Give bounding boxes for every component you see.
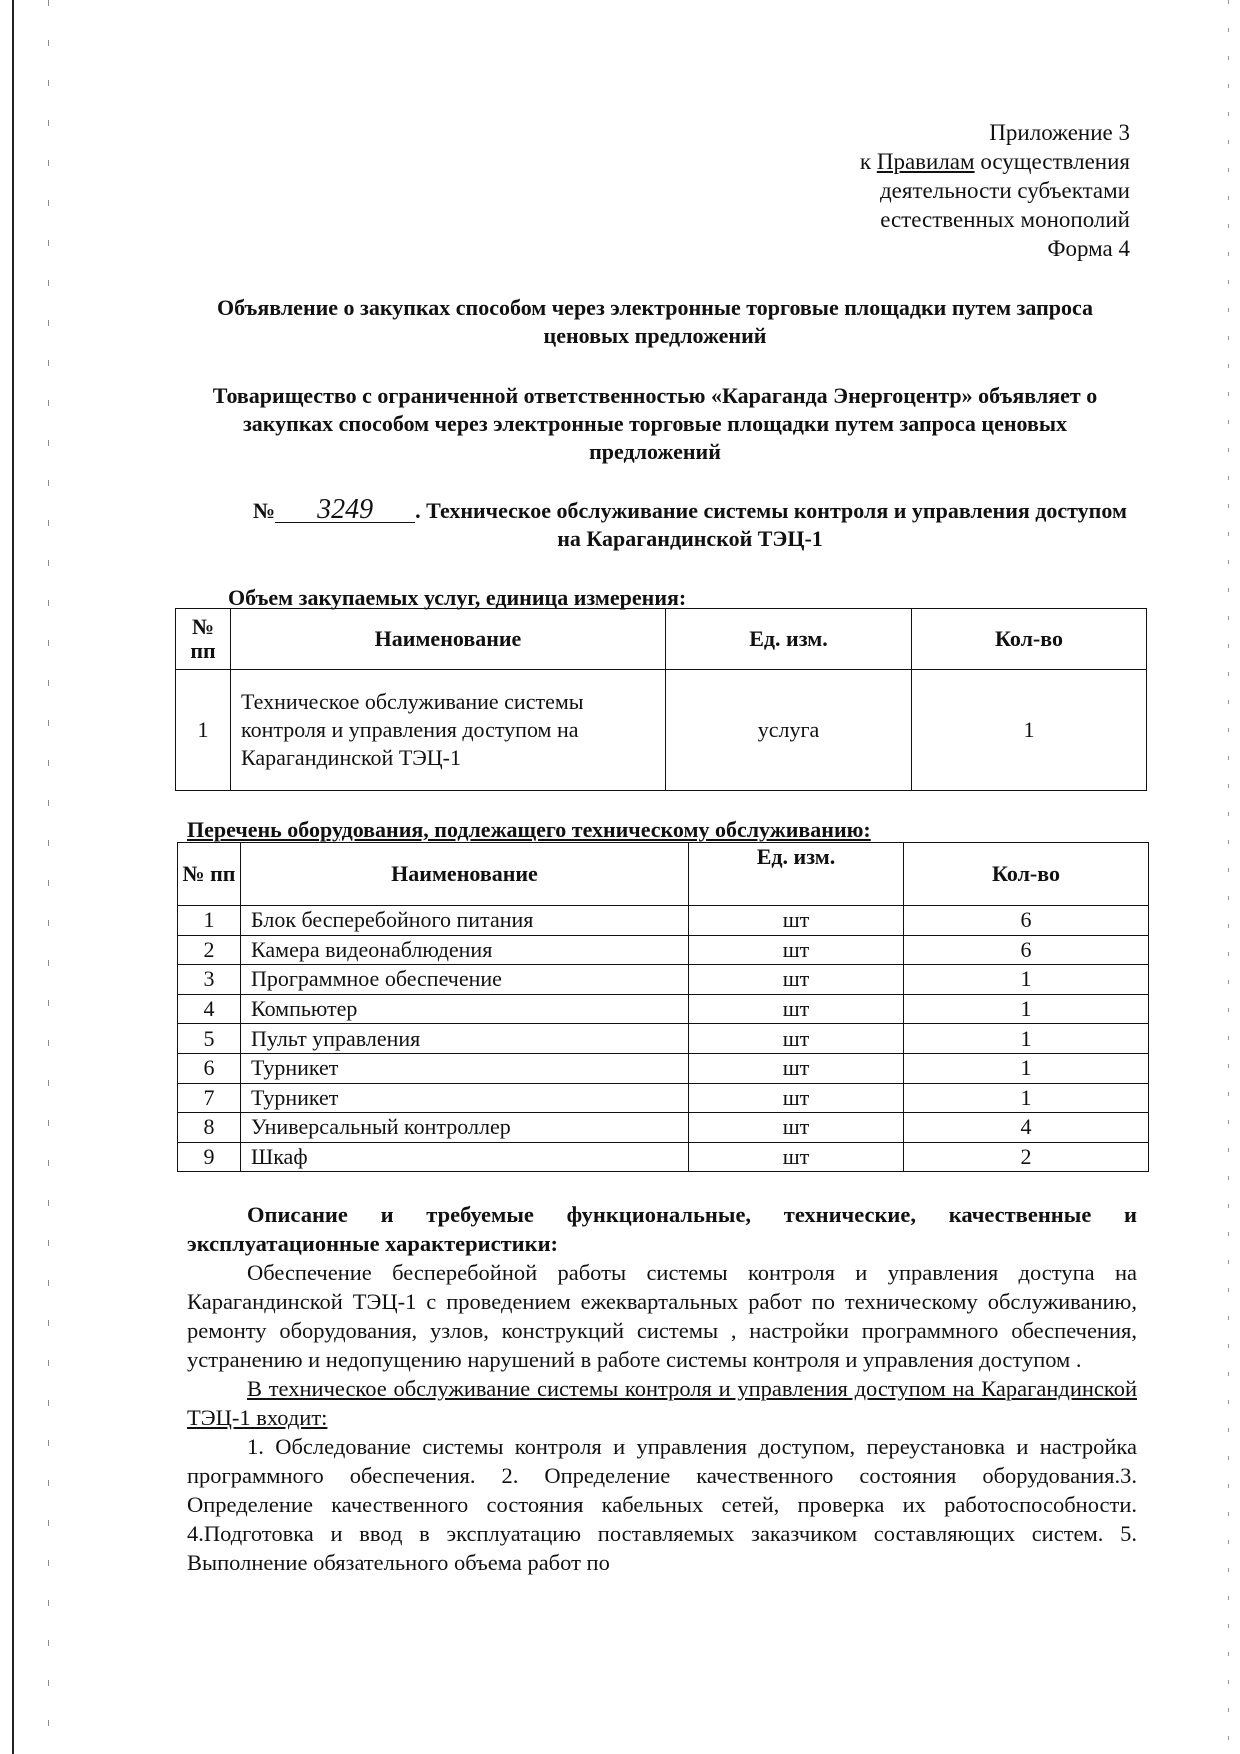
- cell-name: Камера видеонаблюдения: [241, 935, 689, 965]
- appendix-line-3: деятельности субъектами: [879, 178, 1130, 203]
- description-paragraph-1: Обеспечение бесперебойной работы системы контроля и управления доступа на Карагандинской ТЭЦ-1 с проведением ежеквартальных работ по техническому обслуживанию, ремонту оборудования, узлов, конструкций системы , настройки программного обеспечения, устранению и недопущению нарушений в работе системы контроля и управления доступом .: [187, 1260, 1137, 1372]
- cell-unit: шт: [689, 1142, 904, 1172]
- procurement-subject: . Техническое обслуживание системы контроля и управления доступом на Карагандинской ТЭЦ-1: [415, 498, 1127, 551]
- cell-qty: 6: [904, 906, 1149, 936]
- cell-name: Пульт управления: [241, 1024, 689, 1054]
- table-row: [178, 1024, 1149, 1054]
- cell-name: Программное обеспечение: [241, 965, 689, 995]
- cell-name: Турникет: [241, 1053, 689, 1083]
- procurement-number: 3249: [275, 498, 415, 523]
- cell-qty: 2: [904, 1142, 1149, 1172]
- cell-num: 6: [178, 1053, 241, 1083]
- appendix-line-2-suffix: осуществления: [974, 149, 1130, 174]
- appendix-block: [860, 118, 1130, 263]
- cell-qty: 1: [904, 1053, 1149, 1083]
- cell-num: 1: [176, 670, 231, 791]
- cell-qty: 4: [904, 1113, 1149, 1143]
- cell-unit: шт: [689, 935, 904, 965]
- header-num: № пп: [178, 843, 241, 906]
- cell-num: 8: [178, 1113, 241, 1143]
- form-number: Форма 4: [1047, 236, 1130, 261]
- cell-num: 1: [178, 906, 241, 936]
- cell-unit: шт: [689, 1024, 904, 1054]
- cell-num: 4: [178, 994, 241, 1024]
- announcement-heading: Объявление о закупках способом через электронные торговые площадки путем запроса ценовых предложений: [216, 295, 1094, 348]
- table-row: [178, 935, 1149, 965]
- cell-num: 5: [178, 1024, 241, 1054]
- cell-qty: 1: [904, 1083, 1149, 1113]
- scan-edge-dashes-right: [1228, 0, 1229, 1754]
- header-name: Наименование: [231, 609, 666, 670]
- services-table: [175, 608, 1147, 791]
- appendix-line-4: естественных монополий: [880, 207, 1130, 232]
- table-row: [176, 670, 1147, 791]
- cell-num: 2: [178, 935, 241, 965]
- cell-unit: шт: [689, 994, 904, 1024]
- header-qty: Кол-во: [912, 609, 1147, 670]
- header-qty: Кол-во: [904, 843, 1149, 906]
- cell-name: Шкаф: [241, 1142, 689, 1172]
- cell-qty: 1: [904, 1024, 1149, 1054]
- description-paragraph-3: 1. Обследование системы контроля и управления доступом, переустановка и настройка программного обеспечения. 2. Определение качественного состояния оборудования.3. Определение качественного состояния кабельных сетей, проверка их работоспособности. 4.Подготовка и ввод в эксплуатацию поставляемых заказчиком составляющих систем. 5. Выполнение обязательного объема работ по: [187, 1434, 1137, 1575]
- appendix-line-2-prefix: к: [859, 149, 877, 174]
- equipment-table-caption: Перечень оборудования, подлежащего техническому обслуживанию:: [187, 817, 871, 842]
- header-unit: Ед. изм.: [666, 609, 912, 670]
- cell-unit: услуга: [666, 670, 912, 791]
- services-table-caption: Объем закупаемых услуг, единица измерения:: [228, 585, 687, 610]
- table-row: [178, 965, 1149, 995]
- cell-name: Блок бесперебойного питания: [241, 906, 689, 936]
- cell-qty: 6: [904, 935, 1149, 965]
- header-name: Наименование: [241, 843, 689, 906]
- rules-link[interactable]: Правилам: [876, 149, 975, 174]
- cell-num: 9: [178, 1142, 241, 1172]
- cell-qty: 1: [904, 965, 1149, 995]
- procurement-subject-heading: [250, 494, 1130, 553]
- cell-name: Универсальный контроллер: [241, 1113, 689, 1143]
- cell-name: Техническое обслуживание системы контроля и управления доступом на Карагандинской ТЭЦ-1: [231, 670, 666, 791]
- cell-unit: шт: [689, 1053, 904, 1083]
- table-row: [178, 1142, 1149, 1172]
- cell-num: 3: [178, 965, 241, 995]
- number-sign: №: [253, 498, 276, 523]
- cell-unit: шт: [689, 965, 904, 995]
- cell-unit: шт: [689, 1113, 904, 1143]
- cell-qty: 1: [912, 670, 1147, 791]
- appendix-line-1: Приложение 3: [989, 120, 1130, 145]
- cell-unit: шт: [689, 906, 904, 936]
- table-row: [178, 906, 1149, 936]
- description-title: Описание и требуемые функциональные, технические, качественные и эксплуатационные характеристики:: [187, 1202, 1137, 1256]
- table-row: [178, 1113, 1149, 1143]
- cell-num: 7: [178, 1083, 241, 1113]
- appendix-line-2: [860, 147, 1130, 176]
- company-heading: Товарищество с ограниченной ответственностью «Караганда Энергоцентр» объявляет о закупках способом через электронные торговые площадки путем запроса ценовых предложений: [212, 383, 1098, 464]
- scan-edge-dashes-left: [48, 0, 49, 1754]
- header-num: № пп: [176, 609, 231, 670]
- description-paragraph-2: В техническое обслуживание системы контроля и управления доступом на Карагандинской ТЭЦ-1 входит:: [187, 1376, 1137, 1430]
- cell-qty: 1: [904, 994, 1149, 1024]
- table-row: [178, 1083, 1149, 1113]
- equipment-table: [177, 842, 1149, 1172]
- cell-unit: шт: [689, 1083, 904, 1113]
- table-row: [178, 1053, 1149, 1083]
- cell-name: Турникет: [241, 1083, 689, 1113]
- table-header-row: [178, 843, 1149, 906]
- description-section: [187, 1200, 1137, 1577]
- scan-edge-left: [12, 0, 14, 1754]
- table-header-row: [176, 609, 1147, 670]
- header-unit: Ед. изм.: [689, 843, 904, 906]
- table-row: [178, 994, 1149, 1024]
- cell-name: Компьютер: [241, 994, 689, 1024]
